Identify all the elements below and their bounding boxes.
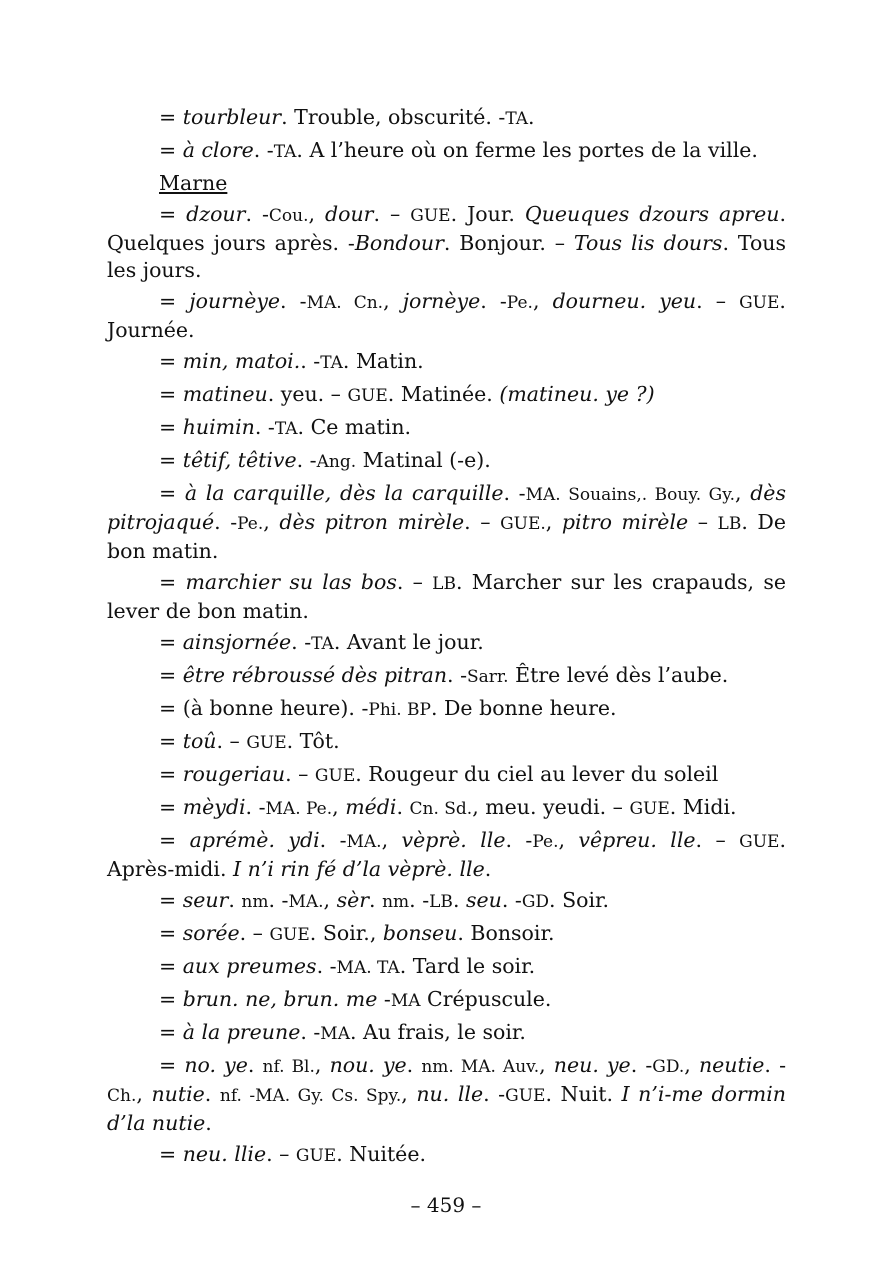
entry-text-segment: = <box>159 762 183 786</box>
entry-text-segment: rougeriau <box>182 762 286 786</box>
entry-text-segment: Phi. BP <box>368 700 431 720</box>
entry-text-segment: , <box>401 1082 417 1106</box>
entry-text-segment: . - <box>630 1053 653 1077</box>
entry-text-segment: neu. llie <box>182 1142 267 1166</box>
entry-text-segment: , <box>314 1053 330 1077</box>
entry-text-segment: . - <box>300 1020 321 1044</box>
entry-text-segment: I n’i rin fé d’la vèprè. lle <box>233 857 485 881</box>
entry-text-segment: brun. ne, brun. me <box>182 987 378 1011</box>
entry-text-segment: , <box>545 510 562 534</box>
entry-text-segment: . – <box>216 729 247 753</box>
entry-text-segment: GUE <box>739 293 780 313</box>
entry-text-segment: = <box>159 481 185 505</box>
entry-text-segment: . - <box>214 510 238 534</box>
entry-text-segment: ainsjornée <box>182 630 292 654</box>
entry-text-segment: nf. Bl. <box>262 1057 315 1077</box>
entry-text-segment: GUE <box>629 799 670 819</box>
entry-text-segment: jornèye <box>402 289 481 313</box>
dictionary-entry <box>107 170 786 197</box>
entry-text-segment: . <box>406 1053 422 1077</box>
entry-text-segment: . A l’heure où on ferme les portes de la ville. <box>296 138 758 162</box>
entry-text-segment: . – <box>239 921 270 945</box>
entry-text-segment: nm <box>382 892 410 912</box>
entry-text-segment: GUE <box>269 925 310 945</box>
entry-text-segment: . - <box>319 828 347 852</box>
entry-text-segment: . - <box>503 481 526 505</box>
entry-text-segment: Pe. <box>506 293 533 313</box>
page-number: – 459 – <box>410 1193 482 1217</box>
entry-text-segment: , <box>558 828 579 852</box>
entry-text-segment: être rébroussé dès pitran <box>182 663 448 687</box>
entry-text-segment: MA. Cn. <box>306 293 384 313</box>
entry-text-segment: . - <box>409 888 430 912</box>
entry-text-segment: = <box>159 795 183 819</box>
dictionary-entry <box>107 953 786 982</box>
dictionary-entry <box>107 104 786 133</box>
dictionary-entry <box>107 728 786 757</box>
dictionary-entry <box>107 629 786 658</box>
entry-text-segment: GUE <box>739 832 780 852</box>
entry-text-segment: dzour <box>186 202 246 226</box>
entry-text-segment: toû <box>182 729 217 753</box>
dictionary-entry <box>107 761 786 790</box>
entry-text-segment: dour <box>325 202 374 226</box>
dictionary-entry <box>107 1052 786 1137</box>
entry-text-segment: Pe. <box>237 514 264 534</box>
entry-text-segment: = <box>159 1020 183 1044</box>
entry-text-segment: = <box>159 138 183 162</box>
entry-text-segment: LB <box>717 514 742 534</box>
entry-text-segment: Sarr. <box>467 667 509 687</box>
entry-text-segment: . - <box>253 138 274 162</box>
dictionary-entry <box>107 137 786 166</box>
entry-text-segment: = <box>159 663 183 687</box>
dictionary-entry <box>107 480 786 565</box>
entry-text-segment: = (à bonne heure). - <box>159 696 369 720</box>
entry-text-segment: , <box>532 289 553 313</box>
entry-text-segment: - <box>377 987 391 1011</box>
entry-text-segment: nm. MA. Auv. <box>421 1057 540 1077</box>
entry-text-segment: = <box>159 415 183 439</box>
entry-text-segment: Pe. <box>532 832 559 852</box>
entry-text-segment: . - <box>764 1053 786 1077</box>
entry-text-segment: , <box>735 481 751 505</box>
entry-text-segment: , <box>539 1053 554 1077</box>
entry-text-segment: Queuques dzours apreu <box>524 202 780 226</box>
entry-text-segment: . - <box>483 1082 506 1106</box>
entry-text-segment: nou. ye <box>329 1053 407 1077</box>
entry-text-segment: Cou. <box>268 206 309 226</box>
entry-text-segment: pitro mirèle <box>561 510 689 534</box>
dictionary-entry <box>107 827 786 883</box>
entry-text-segment: min, matoi. <box>182 349 301 373</box>
entry-text-segment: (matineu. ye ?) <box>499 382 655 406</box>
entry-text-segment: = <box>159 1053 185 1077</box>
entry-text-segment: MA. Souains,. Bouy. Gy. <box>525 485 735 505</box>
entry-text-segment: . De bonne heure. <box>430 696 617 720</box>
entry-text-segment: Bondour <box>354 231 444 255</box>
entry-text-segment: = <box>159 448 183 472</box>
entry-text-segment: = <box>159 202 187 226</box>
entry-text-segment: . - <box>316 954 337 978</box>
dictionary-entry <box>107 414 786 443</box>
dictionary-entry <box>107 288 786 344</box>
entry-text-segment: no. ye <box>184 1053 248 1077</box>
dictionary-entry <box>107 794 786 823</box>
entry-text-segment: . - <box>447 663 468 687</box>
entry-text-segment: dourneu. yeu <box>552 289 697 313</box>
entry-text-segment: = <box>159 987 183 1011</box>
entry-text-segment: . <box>528 105 535 129</box>
dictionary-entry <box>107 569 786 625</box>
dictionary-entry <box>107 986 786 1015</box>
entry-text-segment: = <box>159 1142 183 1166</box>
entry-text-segment: I n’i-me dormin d’la nutie <box>107 1082 786 1135</box>
entry-text-segment: . – <box>696 289 740 313</box>
entry-text-segment: vèprè. lle <box>401 828 506 852</box>
entry-text-segment: . Trouble, obscurité. - <box>281 105 506 129</box>
entry-text-segment: . - <box>254 415 275 439</box>
entry-text-segment: MA. Pe. <box>265 799 333 819</box>
entry-text-segment: TA <box>320 353 343 373</box>
entry-text-segment: = <box>159 954 183 978</box>
entry-text-segment: neutie <box>698 1053 765 1077</box>
entry-text-segment: . <box>396 795 410 819</box>
entry-text-segment: GUE <box>347 386 388 406</box>
entry-text-segment: . Midi. <box>669 795 737 819</box>
entry-text-segment: nu. lle <box>416 1082 484 1106</box>
entry-text-segment: Ang. <box>316 452 357 472</box>
entry-text-segment: têtif, têtive <box>182 448 297 472</box>
entry-text-segment: . Quelques jours après. - <box>107 202 786 255</box>
entry-text-segment: aux preumes <box>182 954 317 978</box>
dictionary-entry <box>107 447 786 476</box>
dictionary-entry <box>107 348 786 377</box>
entry-text-segment: . Matin. <box>342 349 424 373</box>
entry-text-segment: . <box>452 888 466 912</box>
entry-text-segment: , <box>263 510 280 534</box>
entry-text-segment: . <box>228 888 242 912</box>
entry-text-segment: seu <box>465 888 502 912</box>
entry-text-segment: bonseu <box>382 921 458 945</box>
entry-text-segment: huimin <box>182 415 255 439</box>
entry-text-segment: GUE <box>314 766 356 786</box>
entry-text-segment: nm <box>241 892 269 912</box>
dictionary-entry <box>107 201 786 284</box>
entry-text-segment: dès pitron mirèle <box>279 510 465 534</box>
entry-text-segment: TA <box>274 419 298 439</box>
entry-text-segment: GUE <box>246 733 287 753</box>
entry-text-segment: . – <box>373 202 411 226</box>
entry-text-segment: . Soir., <box>309 921 383 945</box>
entry-text-segment: , <box>308 202 326 226</box>
dictionary-entry <box>107 695 786 724</box>
entry-text-segment: seur <box>182 888 229 912</box>
entry-text-segment: Ch. <box>107 1086 137 1106</box>
entry-text-segment: nf. -MA. Gy. Cs. Spy. <box>219 1086 402 1106</box>
entry-text-segment: , <box>383 289 403 313</box>
entry-text-segment: aprémè. ydi <box>189 828 320 852</box>
entry-text-segment: . – <box>266 1142 296 1166</box>
entry-text-segment: . - <box>245 795 266 819</box>
entry-text-segment: , <box>381 828 402 852</box>
entry-text-segment: . Bonjour. – <box>443 231 574 255</box>
entry-text-segment: . – <box>695 828 740 852</box>
entry-text-segment: marchier su las bos <box>185 570 397 594</box>
dictionary-entry <box>107 1141 786 1170</box>
entry-text-segment: MA <box>320 1024 350 1044</box>
entry-text-segment: . – <box>285 762 315 786</box>
entry-text-segment: Être levé dès l’aube. <box>508 663 729 687</box>
entry-text-segment: = <box>159 349 183 373</box>
entry-text-segment: . Avant le jour. <box>333 630 484 654</box>
entry-text-segment: = <box>159 630 183 654</box>
entry-text-segment: TA <box>311 634 334 654</box>
entry-text-segment: . Matinée. <box>387 382 500 406</box>
entry-text-segment: . - <box>280 289 307 313</box>
entry-text-segment: LB <box>429 892 453 912</box>
entry-text-segment: . - <box>245 202 269 226</box>
entry-text-segment: . Au frais, le soir. <box>349 1020 526 1044</box>
entry-text-segment: TA <box>505 109 529 129</box>
entry-text-segment: dès pitrojaqué <box>107 481 786 534</box>
entry-text-segment: . Après-midi. <box>107 828 786 881</box>
entry-text-segment: = <box>159 105 183 129</box>
entry-text-segment: . Ce matin. <box>297 415 412 439</box>
entry-text-segment: journèye <box>189 289 281 313</box>
dictionary-entry <box>107 887 786 916</box>
entry-text-segment: . Journée. <box>107 289 786 342</box>
entry-text-segment: MA. TA <box>336 958 400 978</box>
entry-text-segment: sorée <box>182 921 240 945</box>
entry-text-segment: Cn. Sd. <box>409 799 473 819</box>
entry-text-segment: sèr <box>336 888 370 912</box>
entry-text-segment: . - <box>300 349 321 373</box>
entry-text-segment: . Nuitée. <box>336 1142 426 1166</box>
entry-text-segment: GUE <box>505 1086 546 1106</box>
entry-text-segment: neu. ye <box>553 1053 631 1077</box>
entry-text-segment: vêpreu. lle <box>578 828 696 852</box>
entry-text-segment: MA <box>390 991 421 1011</box>
entry-text-segment: . yeu. – <box>267 382 348 406</box>
dictionary-entry <box>107 920 786 949</box>
entry-text-segment: Crépuscule. <box>420 987 552 1011</box>
dictionary-entry <box>107 1019 786 1048</box>
entry-text-segment: . Tôt. <box>286 729 340 753</box>
entry-text-segment: . <box>204 1082 220 1106</box>
entry-text-segment: . <box>369 888 383 912</box>
entry-text-segment: . Tous les jours. <box>107 231 787 282</box>
entry-text-segment: . Soir. <box>549 888 610 912</box>
entry-text-segment: = <box>159 888 183 912</box>
entry-text-segment: à la carquille, dès la carquille <box>184 481 504 505</box>
entry-text-segment: . Nuit. <box>545 1082 622 1106</box>
dictionary-page-body <box>107 104 786 1174</box>
entry-text-segment: = <box>159 382 183 406</box>
entry-text-segment: GD <box>521 892 550 912</box>
entry-text-segment: GUE <box>410 206 451 226</box>
entry-text-segment: , <box>136 1082 152 1106</box>
entry-text-segment: GUE <box>295 1146 337 1166</box>
entry-text-segment: . – <box>464 510 501 534</box>
entry-text-segment: . <box>205 1111 212 1135</box>
entry-text-segment: MA. <box>288 892 324 912</box>
entry-text-segment: GD. <box>652 1057 685 1077</box>
entry-text-segment: MA. <box>346 832 382 852</box>
entry-text-segment: = <box>159 729 183 753</box>
entry-text-segment: . <box>484 857 492 881</box>
entry-text-segment: . Tard le soir. <box>399 954 536 978</box>
entry-text-segment: – <box>688 510 718 534</box>
entry-text-segment: Marne <box>159 171 228 195</box>
entry-text-segment: = <box>159 570 186 594</box>
entry-text-segment: = <box>159 289 190 313</box>
entry-text-segment: . Marcher sur les crapauds, se lever de bon matin. <box>107 570 786 623</box>
entry-text-segment: . - <box>480 289 507 313</box>
entry-text-segment: . - <box>268 888 289 912</box>
entry-text-segment: à clore <box>182 138 254 162</box>
entry-text-segment: LB <box>432 574 456 594</box>
entry-text-segment: , <box>332 795 346 819</box>
entry-text-segment: . Jour. <box>450 202 525 226</box>
entry-text-segment: TA <box>273 142 297 162</box>
entry-text-segment: matineu <box>182 382 268 406</box>
dictionary-entry <box>107 662 786 691</box>
entry-text-segment: . - <box>501 888 522 912</box>
entry-text-segment: , meu. yeudi. – <box>472 795 630 819</box>
entry-text-segment: Matinal (-e). <box>356 448 491 472</box>
entry-text-segment: GUE. <box>500 514 546 534</box>
entry-text-segment: médi <box>345 795 397 819</box>
dictionary-entry <box>107 381 786 410</box>
entry-text-segment: . - <box>291 630 312 654</box>
entry-text-segment: nutie <box>151 1082 205 1106</box>
entry-text-segment: . Bonsoir. <box>457 921 555 945</box>
entry-text-segment: Tous lis dours <box>573 231 723 255</box>
entry-text-segment: . - <box>505 828 533 852</box>
entry-text-segment: . – <box>396 570 433 594</box>
entry-text-segment: . De bon matin. <box>107 510 786 563</box>
entry-text-segment: . Rougeur du ciel au lever du soleil <box>355 762 719 786</box>
entry-text-segment: = <box>159 921 183 945</box>
entry-text-segment: , <box>684 1053 699 1077</box>
entry-text-segment: mèydi <box>182 795 246 819</box>
entry-text-segment: . <box>247 1053 263 1077</box>
entry-text-segment: tourbleur <box>182 105 282 129</box>
entry-text-segment: à la preune <box>182 1020 301 1044</box>
entry-text-segment: . - <box>296 448 317 472</box>
entry-text-segment: = <box>159 828 190 852</box>
entry-text-segment: , <box>323 888 337 912</box>
